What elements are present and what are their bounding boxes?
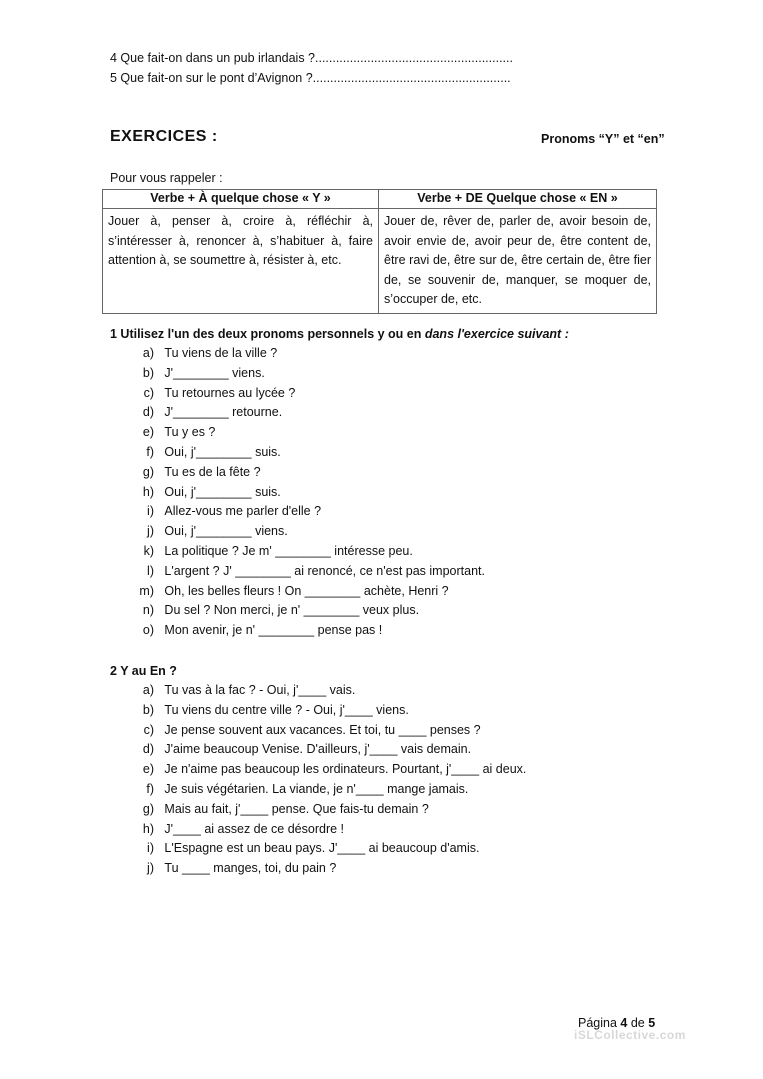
exercise1-title bbox=[110, 327, 569, 341]
item-text: Tu retournes au lycée ? bbox=[164, 385, 296, 400]
exercise1-title-bold: 1 Utilisez l'un des deux pronoms personnels y ou en bbox=[110, 327, 425, 341]
footer-middle: de bbox=[627, 1016, 649, 1030]
item-letter: n) bbox=[142, 603, 154, 618]
list-item bbox=[110, 542, 485, 562]
item-letter: g) bbox=[142, 464, 154, 479]
item-text: Je n'aime pas beaucoup les ordinateurs. Pourtant, j'____ ai deux. bbox=[164, 762, 527, 777]
item-letter: e) bbox=[142, 425, 154, 440]
list-item bbox=[110, 502, 485, 522]
item-letter: b) bbox=[142, 702, 154, 717]
item-letter: i) bbox=[147, 504, 154, 519]
item-text: J'________ retourne. bbox=[164, 405, 283, 420]
exercise1-list bbox=[110, 344, 485, 641]
list-item bbox=[110, 681, 526, 701]
exercise2-title: 2 Y au En ? bbox=[110, 664, 177, 678]
table-cell-en-verbs: Jouer de, rêver de, parler de, avoir besoin de, avoir envie de, avoir peur de, être content de, être ravi de, être sur de, être certain de, être fier de, se souvenir de, manquer, se moquer de, s’occuper de, etc. bbox=[379, 209, 657, 314]
list-item bbox=[110, 582, 485, 602]
list-item bbox=[110, 403, 485, 423]
list-item bbox=[110, 344, 485, 364]
item-text: Tu viens du centre ville ? - Oui, j'____ viens. bbox=[164, 702, 409, 717]
item-letter: c) bbox=[143, 722, 154, 737]
item-text: Mais au fait, j'____ pense. Que fais-tu demain ? bbox=[164, 801, 429, 816]
watermark: iSLCollective.com bbox=[574, 1028, 686, 1042]
item-letter: l) bbox=[147, 563, 154, 578]
footer-page-total: 5 bbox=[648, 1016, 656, 1030]
item-letter: e) bbox=[142, 762, 154, 777]
item-text: L'Espagne est un beau pays. J'____ ai beaucoup d'amis. bbox=[164, 841, 480, 856]
list-item bbox=[110, 780, 526, 800]
list-item bbox=[110, 760, 526, 780]
previous-questions bbox=[110, 48, 513, 88]
list-item bbox=[110, 740, 526, 760]
question-4: 4 Que fait-on dans un pub irlandais ?......................................................... bbox=[110, 51, 513, 65]
item-letter: f) bbox=[146, 444, 154, 459]
exercise1-title-italic: dans l'exercice suivant : bbox=[424, 327, 569, 341]
list-item bbox=[110, 701, 526, 721]
item-text: Tu ____ manges, toi, du pain ? bbox=[164, 861, 337, 876]
table-header-en: Verbe + DE Quelque chose « EN » bbox=[379, 190, 657, 209]
list-item bbox=[110, 621, 485, 641]
question-5: 5 Que fait-on sur le pont d’Avignon ?......................................................... bbox=[110, 71, 511, 85]
list-item bbox=[110, 443, 485, 463]
footer-prefix: Página bbox=[578, 1016, 621, 1030]
exercises-subtitle: Pronoms “Y” et “en” bbox=[541, 132, 665, 146]
item-text: Allez-vous me parler d'elle ? bbox=[164, 504, 322, 519]
list-item bbox=[110, 384, 485, 404]
item-text: L'argent ? J' ________ ai renoncé, ce n'est pas important. bbox=[164, 563, 485, 578]
item-letter: b) bbox=[142, 365, 154, 380]
list-item bbox=[110, 721, 526, 741]
item-letter: h) bbox=[142, 484, 154, 499]
item-letter: k) bbox=[143, 543, 154, 558]
item-text: Oui, j'________ suis. bbox=[164, 484, 281, 499]
list-item bbox=[110, 483, 485, 503]
item-text: Tu y es ? bbox=[164, 425, 216, 440]
item-text: Tu es de la fête ? bbox=[164, 464, 261, 479]
list-item bbox=[110, 800, 526, 820]
item-text: J'____ ai assez de ce désordre ! bbox=[164, 821, 344, 836]
item-letter: j) bbox=[147, 861, 154, 876]
exercise2-list bbox=[110, 681, 526, 879]
list-item bbox=[110, 463, 485, 483]
table-header-y: Verbe + À quelque chose « Y » bbox=[103, 190, 379, 209]
list-item bbox=[110, 601, 485, 621]
item-letter: o) bbox=[142, 623, 154, 638]
item-text: La politique ? Je m' ________ intéresse peu. bbox=[164, 543, 413, 558]
list-item bbox=[110, 522, 485, 542]
table-cell-y-verbs: Jouer à, penser à, croire à, réfléchir à, s’intéresser à, renoncer à, s’habituer à, faire attention à, se soumettre à, résister à, etc. bbox=[103, 209, 379, 314]
item-letter: d) bbox=[142, 742, 154, 757]
pronoun-table bbox=[102, 189, 657, 314]
list-item bbox=[110, 839, 526, 859]
exercises-title: EXERCICES : bbox=[110, 128, 218, 145]
item-letter: f) bbox=[146, 781, 154, 796]
item-letter: c) bbox=[143, 385, 154, 400]
footer-page-number: 4 bbox=[620, 1016, 628, 1030]
recall-label: Pour vous rappeler : bbox=[110, 171, 223, 185]
item-text: Tu viens de la ville ? bbox=[164, 346, 278, 360]
item-letter: j) bbox=[147, 524, 154, 539]
list-item bbox=[110, 859, 526, 879]
item-text: J'aime beaucoup Venise. D'ailleurs, j'____ vais demain. bbox=[164, 742, 472, 757]
item-letter: a) bbox=[142, 346, 154, 360]
item-text: Oui, j'________ suis. bbox=[164, 444, 281, 459]
item-text: Oui, j'________ viens. bbox=[164, 524, 288, 539]
item-letter: i) bbox=[147, 841, 154, 856]
item-text: Je suis végétarien. La viande, je n'____ mange jamais. bbox=[164, 781, 469, 796]
item-text: Tu vas à la fac ? - Oui, j'____ vais. bbox=[164, 683, 356, 697]
list-item bbox=[110, 423, 485, 443]
list-item bbox=[110, 562, 485, 582]
item-text: Du sel ? Non merci, je n' ________ veux plus. bbox=[164, 603, 420, 618]
item-letter: a) bbox=[142, 683, 154, 697]
item-letter: d) bbox=[142, 405, 154, 420]
item-letter: m) bbox=[139, 583, 154, 598]
list-item bbox=[110, 820, 526, 840]
item-letter: h) bbox=[142, 821, 154, 836]
item-text: Oh, les belles fleurs ! On ________ achète, Henri ? bbox=[164, 583, 449, 598]
item-text: Mon avenir, je n' ________ pense pas ! bbox=[164, 623, 383, 638]
item-letter: g) bbox=[142, 801, 154, 816]
item-text: J'________ viens. bbox=[164, 365, 265, 380]
list-item bbox=[110, 364, 485, 384]
item-text: Je pense souvent aux vacances. Et toi, tu ____ penses ? bbox=[164, 722, 481, 737]
